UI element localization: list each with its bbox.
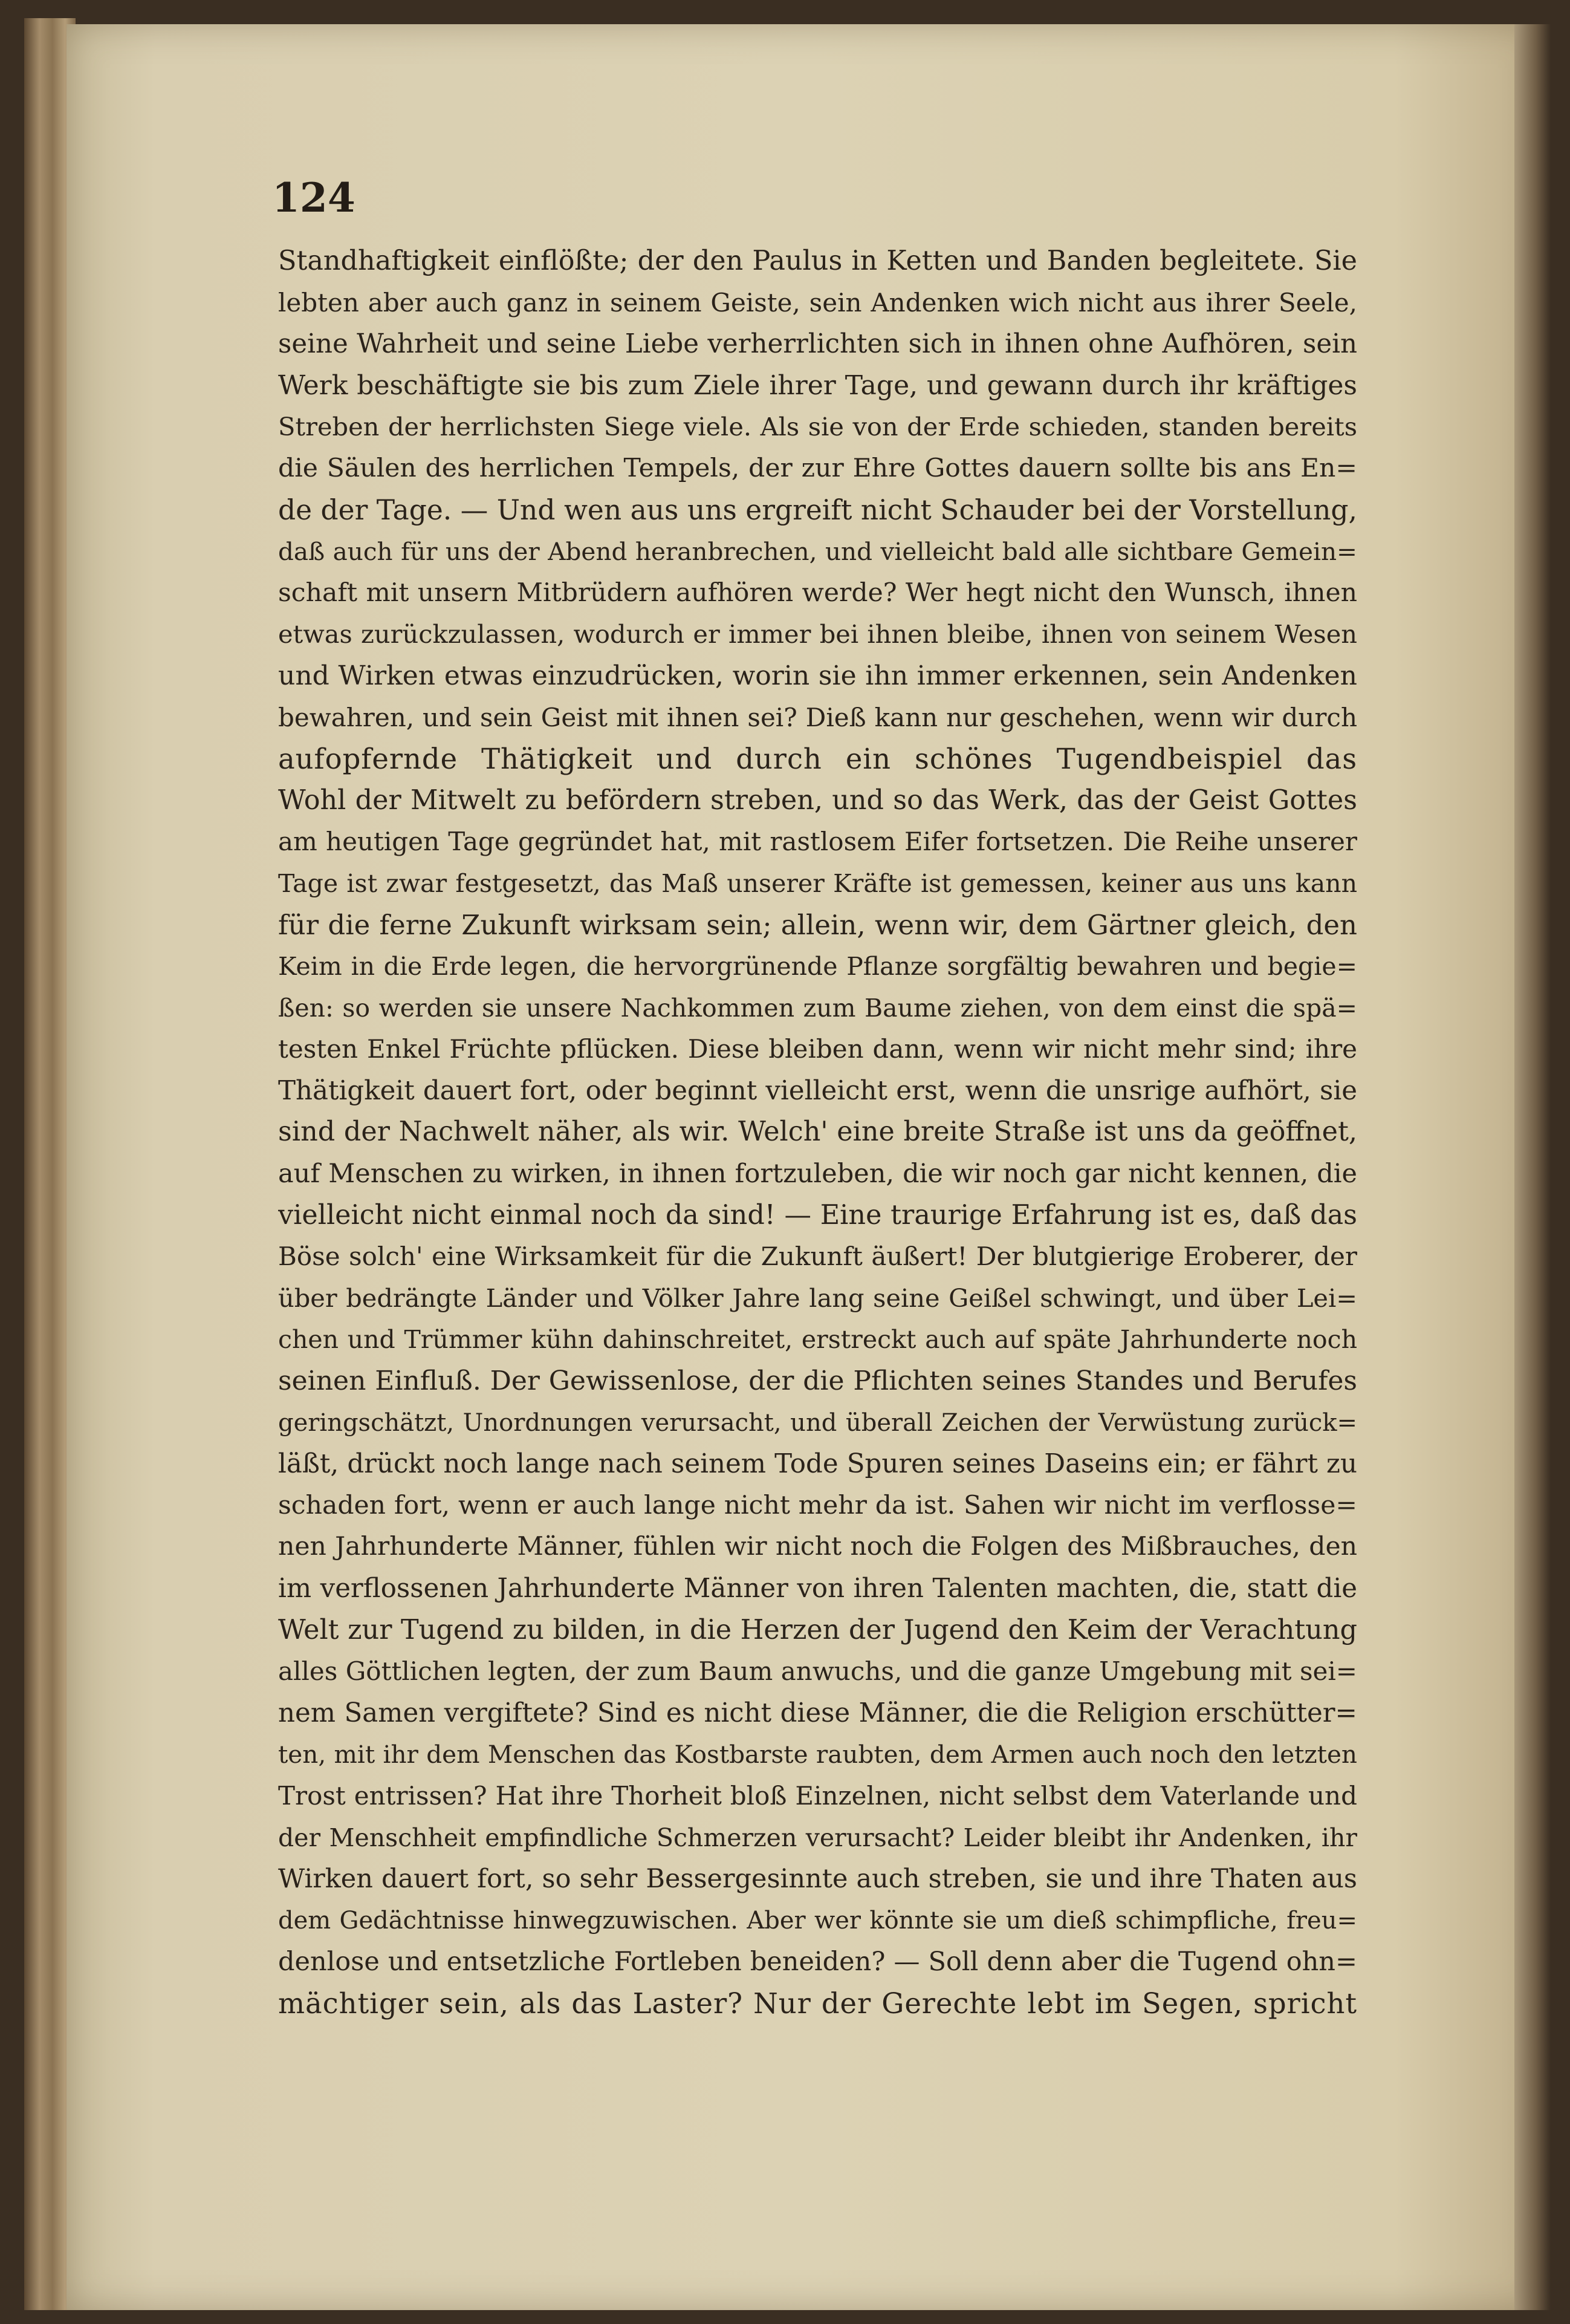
text-line: Werk beschäftigte sie bis zum Ziele ihrer Tage, und gewann durch ihr kräftiges [278, 369, 1357, 401]
text-line: Thätigkeit dauert fort, oder beginnt vielleicht erst, wenn die unsrige aufhört, sie [278, 1075, 1357, 1106]
text-line: chen und Trümmer kühn dahinschreitet, erstreckt auch auf späte Jahrhunderte noch [278, 1325, 1357, 1355]
text-line: Welt zur Tugend zu bilden, in die Herzen der Jugend den Keim der Verachtung [278, 1614, 1357, 1645]
body-text [278, 241, 1357, 2025]
page-gutter [1514, 24, 1551, 2310]
text-line: schaden fort, wenn er auch lange nicht mehr da ist. Sahen wir nicht im verflosse= [278, 1490, 1357, 1520]
text-line: dem Gedächtnisse hinwegzuwischen. Aber wer könnte sie um dieß schimpfliche, freu= [278, 1906, 1357, 1935]
text-line: nen Jahrhunderte Männer, fühlen wir nicht noch die Folgen des Mißbrauches, den [278, 1532, 1357, 1562]
text-line: die Säulen des herrlichen Tempels, der zur Ehre Gottes dauern sollte bis ans En= [278, 453, 1357, 483]
text-line: alles Göttlichen legten, der zum Baum anwuchs, und die ganze Umgebung mit sei= [278, 1656, 1357, 1687]
text-line: Böse solch' eine Wirksamkeit für die Zukunft äußert! Der blutgierige Eroberer, der [278, 1242, 1357, 1272]
text-line: läßt, drückt noch lange nach seinem Tode Spuren seines Daseins ein; er fährt zu [278, 1449, 1357, 1480]
text-line: bewahren, und sein Geist mit ihnen sei? Dieß kann nur geschehen, wenn wir durch [278, 702, 1357, 732]
text-line: am heutigen Tage gegründet hat, mit rastlosem Eifer fortsetzen. Die Reihe unserer [278, 827, 1357, 857]
text-line: vielleicht nicht einmal noch da sind! — Eine traurige Erfahrung ist es, daß das [278, 1199, 1357, 1231]
text-line: Streben der herrlichsten Siege viele. Als sie von der Erde schieden, standen bereits [278, 412, 1357, 442]
text-line: über bedrängte Länder und Völker Jahre lang seine Geißel schwingt, und über Lei= [278, 1283, 1357, 1313]
text-line: auf Menschen zu wirken, in ihnen fortzuleben, die wir noch gar nicht kennen, die [278, 1159, 1357, 1190]
text-line: de der Tage. — Und wen aus uns ergreift nicht Schauder bei der Vorstellung, [278, 493, 1357, 526]
text-line: im verflossenen Jahrhunderte Männer von ihren Talenten machten, die, statt die [278, 1574, 1357, 1604]
text-line: der Menschheit empfindliche Schmerzen verursacht? Leider bleibt ihr Andenken, ihr [278, 1823, 1357, 1852]
text-line: Tage ist zwar festgesetzt, das Maß unserer Kräfte ist gemessen, keiner aus uns kann [278, 868, 1357, 898]
text-line: denlose und entsetzliche Fortleben beneiden? — Soll denn aber die Tugend ohn= [278, 1947, 1357, 1977]
text-line: geringschätzt, Unordnungen verursacht, und überall Zeichen der Verwüstung zurück= [278, 1408, 1357, 1437]
text-line: Wirken dauert fort, so sehr Bessergesinnte auch streben, sie und ihre Thaten aus [278, 1864, 1357, 1895]
text-line: nem Samen vergiftete? Sind es nicht diese Männer, die die Religion erschütter= [278, 1697, 1357, 1728]
text-line-emphasis: mächtiger sein, als das Laster? Nur der Gerechte lebt im Segen, spricht [278, 1987, 1357, 2020]
text-line: Wohl der Mitwelt zu befördern streben, und so das Werk, das der Geist Gottes [278, 784, 1357, 816]
text-line: Trost entrissen? Hat ihre Thorheit bloß Einzelnen, nicht selbst dem Vaterlande und [278, 1780, 1357, 1811]
text-line: für die ferne Zukunft wirksam sein; allein, wenn wir, dem Gärtner gleich, den [278, 908, 1357, 941]
text-line: Standhaftigkeit einflößte; der den Paulus in Ketten und Banden begleitete. Sie [278, 246, 1357, 276]
text-line: lebten aber auch ganz in seinem Geiste, sein Andenken wich nicht aus ihrer Seele, [278, 287, 1357, 317]
text-line: sind der Nachwelt näher, als wir. Welch' eine breite Straße ist uns da geöffnet, [278, 1116, 1357, 1148]
text-line-emphasis: aufopfernde Thätigkeit und durch ein schönes Tugendbeispiel das [278, 743, 1357, 776]
text-line: testen Enkel Früchte pflücken. Diese bleiben dann, wenn wir nicht mehr sind; ihre [278, 1034, 1357, 1064]
text-line: ßen: so werden sie unsere Nachkommen zum Baume ziehen, von dem einst die spä= [278, 993, 1357, 1023]
text-line: seine Wahrheit und seine Liebe verherrlichten sich in ihnen ohne Aufhören, sein [278, 329, 1357, 360]
text-line: daß auch für uns der Abend heranbrechen, und vielleicht bald alle sichtbare Gemein= [278, 537, 1357, 567]
text-line: Keim in die Erde legen, die hervorgrünende Pflanze sorgfältig bewahren und begie= [278, 952, 1357, 981]
text-line: und Wirken etwas einzudrücken, worin sie ihn immer erkennen, sein Andenken [278, 660, 1357, 691]
page-number: 124 [272, 174, 355, 221]
text-line: seinen Einfluß. Der Gewissenlose, der die Pflichten seines Standes und Berufes [278, 1365, 1357, 1397]
text-line: etwas zurückzulassen, wodurch er immer bei ihnen bleibe, ihnen von seinem Wesen [278, 619, 1357, 649]
text-line: schaft mit unsern Mitbrüdern aufhören werde? Wer hegt nicht den Wunsch, ihnen [278, 578, 1357, 608]
text-line: ten, mit ihr dem Menschen das Kostbarste raubten, dem Armen auch noch den letzten [278, 1740, 1357, 1769]
